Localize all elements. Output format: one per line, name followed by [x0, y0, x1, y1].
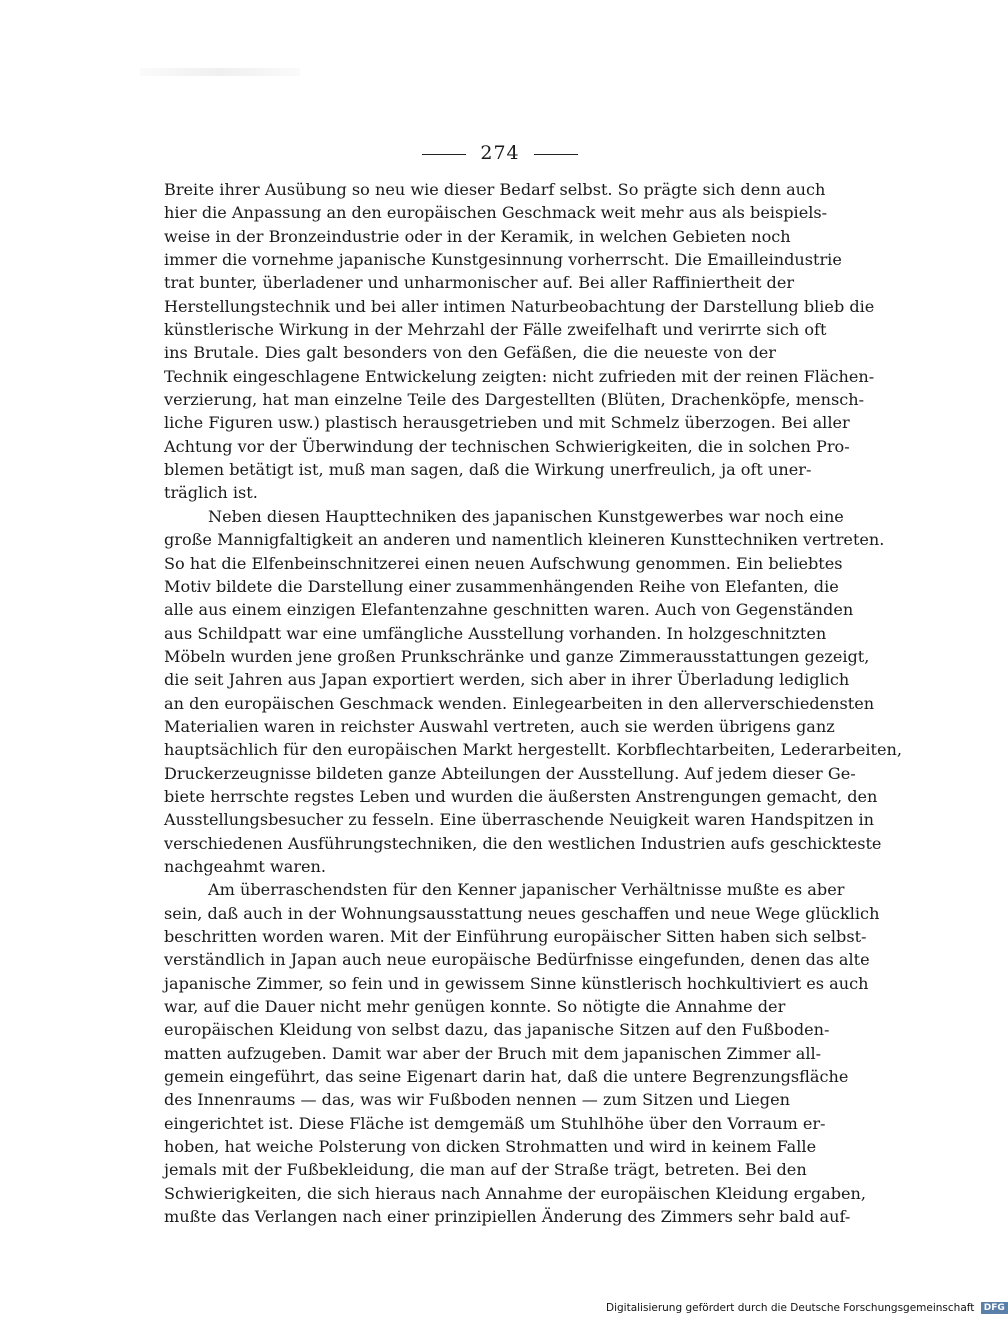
dfg-logo: DFG — [981, 1302, 1008, 1314]
text-line: matten aufzugeben. Damit war aber der Bruch mit dem japanischen Zimmer all- — [164, 1043, 822, 1063]
text-line: die seit Jahren aus Japan exportiert werden, sich aber in ihrer Überladung lediglich — [164, 670, 850, 690]
text-line: verzierung, hat man einzelne Teile des Dargestellten (Blüten, Drachenköpfe, mensch- — [164, 390, 865, 410]
text-line: jemals mit der Fußbekleidung, die man auf der Straße trägt, betreten. Bei den — [164, 1160, 807, 1180]
footer-text: Digitalisierung gefördert durch die Deutsche Forschungsgemeinschaft — [606, 1302, 975, 1314]
text-line: immer die vornehme japanische Kunstgesinnung vorherrscht. Die Emailleindustrie — [164, 250, 842, 270]
text-line: verständlich in Japan auch neue europäische Bedürfnisse eingefunden, denen das alte — [164, 950, 870, 970]
text-line: Achtung vor der Überwindung der technischen Schwierigkeiten, die in solchen Pro- — [164, 436, 850, 456]
text-line: trat bunter, überladener und unharmonischer auf. Bei aller Raffiniertheit der — [164, 273, 795, 293]
text-line: Technik eingeschlagene Entwickelung zeigten: nicht zufrieden mit der reinen Flächen- — [164, 366, 875, 386]
text-line: liche Figuren usw.) plastisch herausgetrieben und mit Schmelz überzogen. Bei aller — [164, 413, 850, 433]
text-line: aus Schildpatt war eine umfängliche Ausstellung vorhanden. In holzgeschnitzten — [164, 623, 827, 643]
page-number: 274 — [480, 142, 520, 164]
text-line: hoben, hat weiche Polsterung von dicken Strohmatten und wird in keinem Falle — [164, 1137, 817, 1157]
text-line: europäischen Kleidung von selbst dazu, das japanische Sitzen auf den Fußboden- — [164, 1020, 830, 1040]
text-line: hier die Anpassung an den europäischen Geschmack weit mehr aus als beispiels- — [164, 203, 828, 223]
text-line: an den europäischen Geschmack wenden. Einlegearbeiten in den allerverschiedensten — [164, 693, 875, 713]
scan-smudge — [140, 68, 300, 76]
text-line: Druckerzeugnisse bildeten ganze Abteilungen der Ausstellung. Auf jedem dieser Ge- — [164, 763, 856, 783]
text-line: japanische Zimmer, so fein und in gewissem Sinne künstlerisch hochkultiviert es auch — [164, 973, 869, 993]
text-line: war, auf die Dauer nicht mehr genügen konnte. So nötigte die Annahme der — [164, 997, 786, 1017]
text-line: verschiedenen Ausführungstechniken, die den westlichen Industrien aufs geschickteste — [164, 833, 882, 853]
text-line: Am überraschendsten für den Kenner japanischer Verhältnisse mußte es aber — [208, 880, 845, 900]
text-line: biete herrschte regstes Leben und wurden die äußersten Anstrengungen gemacht, den — [164, 786, 878, 806]
text-line: nachgeahmt waren. — [164, 856, 327, 876]
header-rule-left — [422, 154, 466, 155]
text-line: ins Brutale. Dies galt besonders von den Gefäßen, die die neueste von der — [164, 343, 776, 363]
text-line: künstlerische Wirkung in der Mehrzahl der Fälle zweifelhaft und verirrte sich oft — [164, 320, 827, 340]
text-line: sein, daß auch in der Wohnungsausstattung neues geschaffen und neue Wege glücklich — [164, 903, 880, 923]
text-line: Materialien waren in reichster Auswahl vertreten, auch sie werden übrigens ganz — [164, 716, 835, 736]
text-line: Breite ihrer Ausübung so neu wie dieser Bedarf selbst. So prägte sich denn auch — [164, 180, 826, 199]
text-line: große Mannigfaltigkeit an anderen und namentlich kleineren Kunsttechniken vertreten. — [164, 530, 885, 550]
text-line: gemein eingeführt, das seine Eigenart darin hat, daß die untere Begrenzungsfläche — [164, 1067, 849, 1087]
page-header — [0, 142, 1000, 164]
text-line: Motiv bildete die Darstellung einer zusammenhängenden Reihe von Elefanten, die — [164, 576, 839, 596]
text-line: Herstellungstechnik und bei aller intimen Naturbeobachtung der Darstellung blieb die — [164, 296, 875, 316]
text-line: blemen betätigt ist, muß man sagen, daß die Wirkung unerfreulich, ja oft uner- — [164, 460, 812, 480]
text-line: des Innenraums — das, was wir Fußboden nennen — zum Sitzen und Liegen — [164, 1090, 790, 1110]
text-line: träglich ist. — [164, 483, 258, 503]
text-line: alle aus einem einzigen Elefantenzahne geschnitten waren. Auch von Gegenständen — [164, 600, 854, 620]
footer-credit — [606, 1302, 1005, 1318]
text-line: Möbeln wurden jene großen Prunkschränke und ganze Zimmerausstattungen gezeigt, — [164, 646, 870, 666]
body-text — [164, 178, 902, 1228]
header-rule-right — [534, 154, 578, 155]
text-line: Schwierigkeiten, die sich hieraus nach Annahme der europäischen Kleidung ergaben, — [164, 1183, 867, 1203]
text-line: eingerichtet ist. Diese Fläche ist demgemäß um Stuhlhöhe über den Vorraum er- — [164, 1113, 826, 1133]
text-line: mußte das Verlangen nach einer prinzipiellen Änderung des Zimmers sehr bald auf- — [164, 1207, 851, 1227]
text-line: So hat die Elfenbeinschnitzerei einen neuen Aufschwung genommen. Ein beliebtes — [164, 553, 843, 573]
text-line: beschritten worden waren. Mit der Einführung europäischer Sitten haben sich selbst- — [164, 927, 867, 946]
text-line: Neben diesen Haupttechniken des japanischen Kunstgewerbes war noch eine — [208, 506, 844, 526]
text-line: weise in der Bronzeindustrie oder in der Keramik, in welchen Gebieten noch — [164, 226, 791, 246]
text-line: Ausstellungsbesucher zu fesseln. Eine überraschende Neuigkeit waren Handspitzen in — [164, 810, 874, 830]
text-line: hauptsächlich für den europäischen Markt hergestellt. Korbflechtarbeiten, Lederarbeiten, — [164, 740, 902, 760]
